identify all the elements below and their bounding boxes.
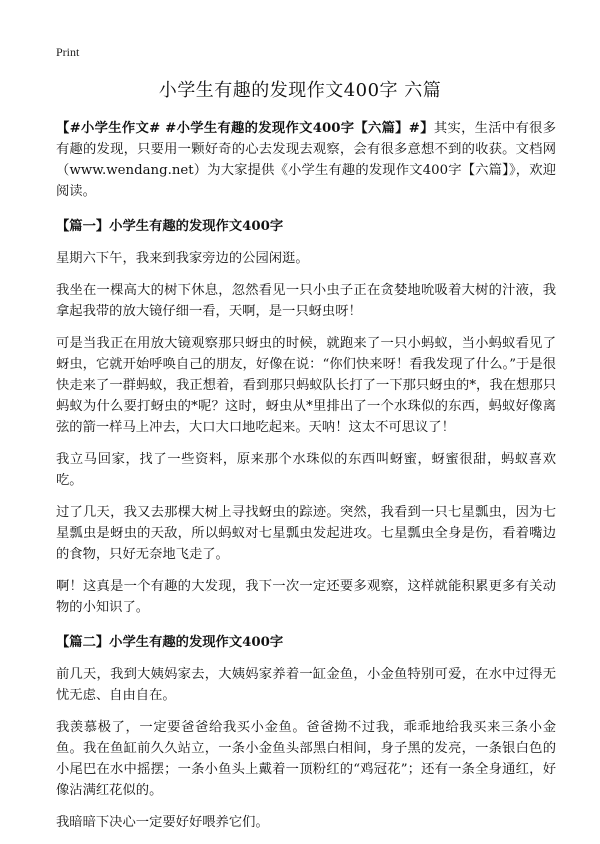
section-heading: 【篇二】小学生有趣的发现作文400字 bbox=[56, 635, 284, 650]
intro-paragraph bbox=[56, 118, 556, 202]
article-body bbox=[56, 118, 556, 844]
paragraph: 过了几天，我又去那棵大树上寻找蚜虫的踪迹。突然，我看到一只七星瓢虫，因为七星瓢虫是蚜虫的天敌，所以蚂蚁对七星瓢虫发起进攻。七星瓢虫全身是伤，看着嘴边的食物，只好无奈地飞走了。 bbox=[56, 505, 556, 562]
print-link[interactable]: Print bbox=[56, 45, 80, 59]
paragraph: 可是当我正在用放大镜观察那只蚜虫的时候，就跑来了一只小蚂蚁，当小蚂蚁看见了蚜虫，它就开始呼唤自己的朋友，好像在说：“你们快来呀！看我发现了什么。”于是很快走来了一群蚂蚁，我正想着，看到那只蚂蚁队长打了一下那只蚜虫的*，我在想那只蚂蚁为什么要打蚜虫的*呢？这时，蚜虫从*里排出了一个水珠似的东西，蚂蚁好像离弦的箭一样马上冲去，大口大口地吃起来。天呐！这太不可思议了！ bbox=[56, 336, 556, 435]
paragraph: 我羡慕极了，一定要爸爸给我买小金鱼。爸爸拗不过我，乖乖地给我买来三条小金鱼。我在鱼缸前久久站立，一条小金鱼头部黑白相间，身子黑的发亮，一条银白色的小尾巴在水中摇摆；一条小鱼头上戴着一顶粉红的“鸡冠花”；还有一条全身通红，好像沾满红花似的。 bbox=[56, 720, 556, 798]
page-title: 小学生有趣的发现作文400字 六篇 bbox=[158, 80, 442, 101]
intro-lead: 【#小学生作文# #小学生有趣的发现作文400字【六篇】#】 bbox=[56, 121, 434, 136]
intro-text: 其实，生活中有很多有趣的发现，只要用一颗好奇的心去发现去观察，会有很多意想不到的收获。文档网（www.wendang.net）为大家提供《小学生有趣的发现作文400字【六篇】》，欢迎阅读。 bbox=[56, 121, 557, 199]
paragraph: 前几天，我到大姨妈家去，大姨妈家养着一缸金鱼，小金鱼特别可爱，在水中过得无忧无虑、自由自在。 bbox=[56, 667, 556, 703]
paragraph: 我坐在一棵高大的树下休息，忽然看见一只小虫子正在贪婪地吮吸着大树的汁液，我拿起我带的放大镜仔细一看，天啊，是一只蚜虫呀！ bbox=[56, 283, 556, 319]
paragraph: 我立马回家，找了一些资料，原来那个水珠似的东西叫蚜蜜，蚜蜜很甜，蚂蚁喜欢吃。 bbox=[56, 452, 556, 488]
paragraph: 星期六下午，我来到我家旁边的公园闲逛。 bbox=[56, 251, 309, 266]
section-heading: 【篇一】小学生有趣的发现作文400字 bbox=[56, 219, 284, 234]
paragraph: 啊！这真是一个有趣的大发现，我下一次一定还要多观察，这样就能积累更多有关动物的小知识了。 bbox=[56, 579, 556, 615]
paragraph: 我暗暗下决心一定要好好喂养它们。 bbox=[56, 815, 269, 830]
